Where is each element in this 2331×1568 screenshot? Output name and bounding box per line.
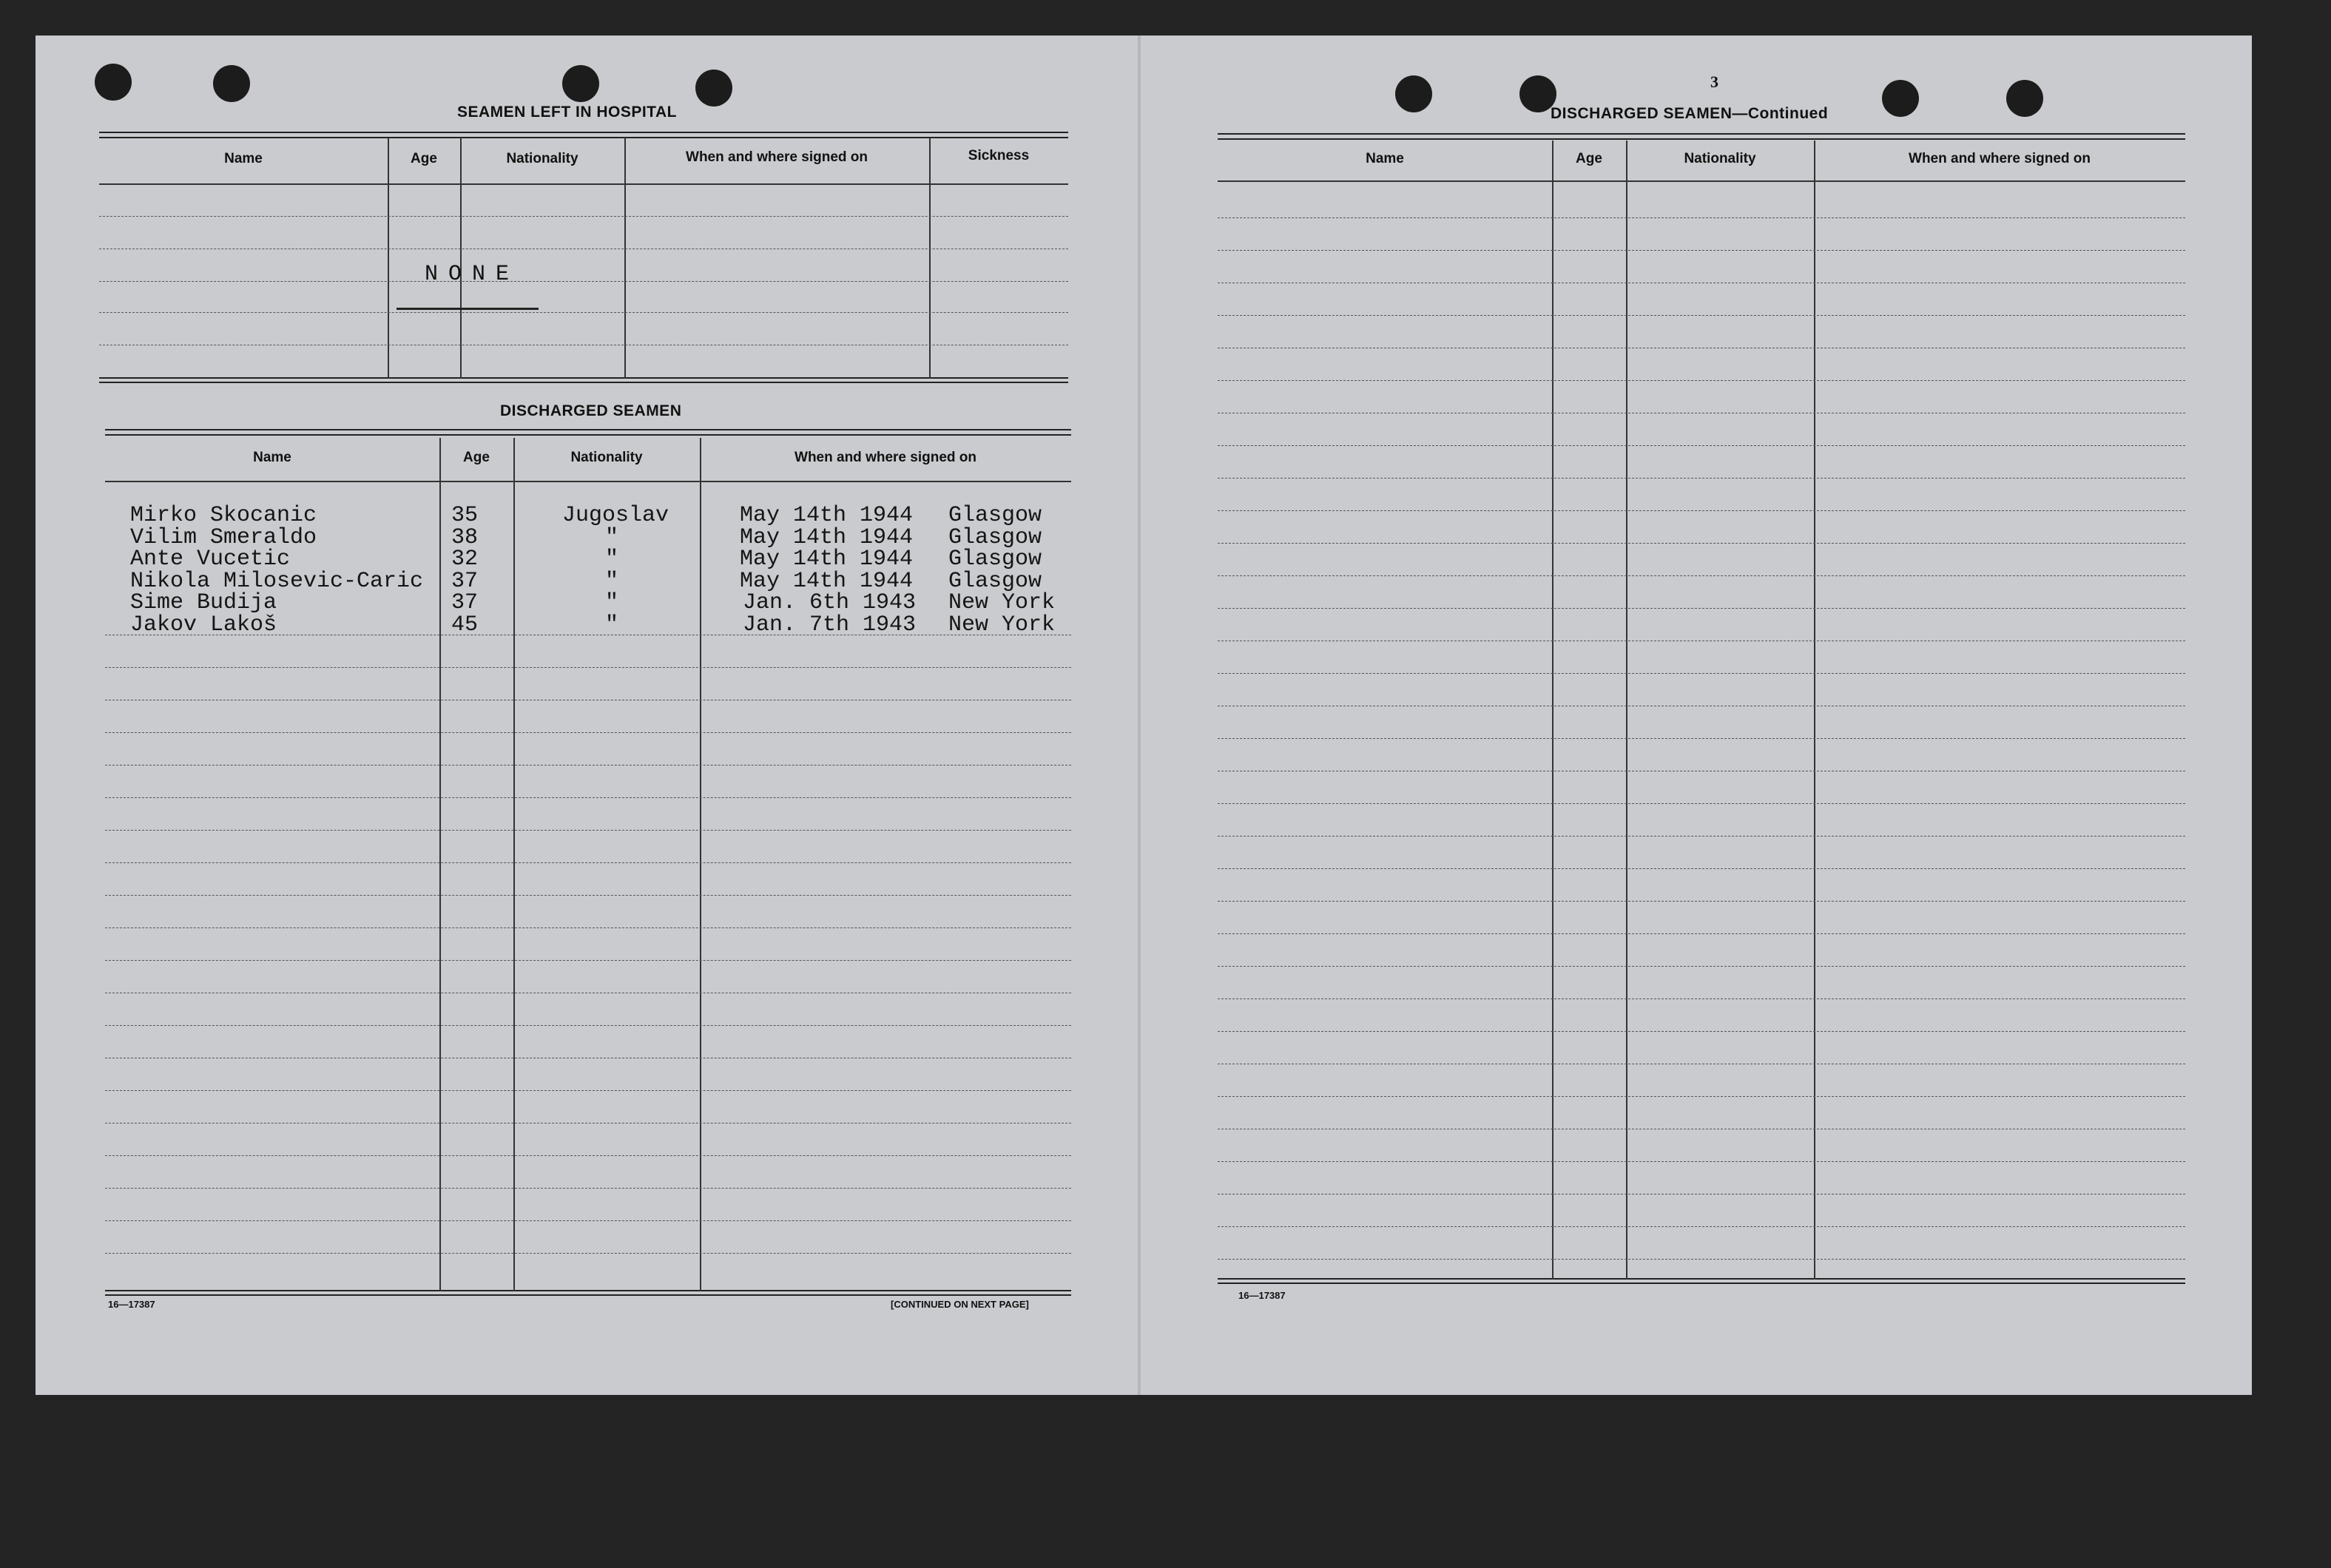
hospital-section-title: SEAMEN LEFT IN HOSPITAL xyxy=(457,104,677,121)
punch-hole xyxy=(2006,80,2043,117)
table-bottom-rule xyxy=(1218,1278,2185,1284)
column-divider xyxy=(929,138,931,379)
column-header-sickness: Sickness xyxy=(968,148,1030,163)
column-header-name: Name xyxy=(253,450,291,465)
column-divider xyxy=(388,138,389,379)
seaman-name: Jakov Lakoš xyxy=(130,612,277,638)
seaman-age: 37 xyxy=(451,568,479,594)
ruled-line xyxy=(105,895,1071,896)
ruled-line xyxy=(105,927,1071,928)
seaman-name: Nikola Milosevic-Caric xyxy=(130,568,424,594)
column-divider xyxy=(460,138,462,379)
column-header-age: Age xyxy=(463,450,490,465)
signed-on-place: New York xyxy=(948,612,1056,638)
seaman-name: Sime Budija xyxy=(130,590,277,615)
table-bottom-rule xyxy=(99,377,1068,383)
signed-on-date: May 14th 1944 xyxy=(740,524,914,550)
seaman-name: Mirko Skocanic xyxy=(130,503,317,528)
punch-hole xyxy=(95,64,132,101)
ruled-line xyxy=(1218,217,2185,218)
signed-on-date: Jan. 6th 1943 xyxy=(743,590,917,615)
ruled-line xyxy=(105,765,1071,766)
column-header-signed-on: When and where signed on xyxy=(686,149,868,165)
ruled-line xyxy=(105,1090,1071,1091)
column-divider xyxy=(513,438,515,1291)
ruled-line xyxy=(1218,250,2185,251)
column-divider xyxy=(1626,141,1627,1280)
seaman-nationality: " xyxy=(605,590,619,615)
signed-on-place: Glasgow xyxy=(948,524,1042,550)
ruled-line xyxy=(99,312,1068,313)
punch-hole xyxy=(1395,75,1432,112)
ruled-line xyxy=(1218,1031,2185,1032)
ruled-line xyxy=(105,1155,1071,1156)
ruled-line xyxy=(1218,933,2185,934)
entry-underline xyxy=(397,308,539,310)
ruled-line xyxy=(1218,738,2185,739)
ruled-line xyxy=(1218,998,2185,999)
punch-hole xyxy=(695,70,732,107)
ruled-line xyxy=(1218,1226,2185,1227)
discharged-continued-table xyxy=(1218,133,2185,1287)
table-header-rule xyxy=(1218,180,2185,182)
table-top-rule xyxy=(1218,133,2185,140)
ruled-line xyxy=(105,1188,1071,1189)
seaman-nationality: " xyxy=(605,547,619,572)
form-number: 16—17387 xyxy=(108,1299,155,1310)
column-header-signed-on: When and where signed on xyxy=(1909,151,2091,166)
seaman-age: 32 xyxy=(451,547,479,572)
seaman-nationality: Jugoslav xyxy=(562,503,669,528)
ruled-line xyxy=(99,216,1068,217)
ruled-line xyxy=(1218,868,2185,869)
column-header-signed-on: When and where signed on xyxy=(795,450,976,465)
ruled-line xyxy=(1218,836,2185,837)
ruled-line xyxy=(1218,803,2185,804)
ruled-line xyxy=(99,281,1068,282)
column-divider xyxy=(439,438,441,1291)
continued-section-title: DISCHARGED SEAMEN—Continued xyxy=(1551,105,1829,122)
column-divider xyxy=(624,138,626,379)
ruled-line xyxy=(105,732,1071,733)
ruled-line xyxy=(1218,315,2185,316)
seaman-age: 37 xyxy=(451,590,479,615)
table-top-rule xyxy=(105,429,1071,436)
column-header-name: Name xyxy=(224,151,263,166)
page-fold xyxy=(1138,36,1141,1395)
page-number: 3 xyxy=(1710,72,1718,91)
form-number: 16—17387 xyxy=(1238,1290,1286,1301)
ruled-line xyxy=(105,1253,1071,1254)
ruled-line xyxy=(1218,445,2185,446)
table-header-rule xyxy=(99,183,1068,185)
signed-on-place: New York xyxy=(948,590,1056,615)
ruled-line xyxy=(105,862,1071,863)
ruled-line xyxy=(1218,673,2185,674)
ruled-line xyxy=(1218,1259,2185,1260)
ruled-line xyxy=(105,830,1071,831)
seaman-nationality: " xyxy=(605,568,619,594)
ruled-line xyxy=(105,960,1071,961)
column-header-age: Age xyxy=(1576,151,1602,166)
ruled-line xyxy=(1218,901,2185,902)
column-divider xyxy=(700,438,701,1291)
table-header-rule xyxy=(105,481,1071,482)
column-header-age: Age xyxy=(411,151,437,166)
signed-on-date: Jan. 7th 1943 xyxy=(743,612,917,638)
ruled-line xyxy=(1218,1096,2185,1097)
signed-on-date: May 14th 1944 xyxy=(740,568,914,594)
ruled-line xyxy=(1218,608,2185,609)
ruled-line xyxy=(1218,575,2185,576)
signed-on-date: May 14th 1944 xyxy=(740,503,914,528)
signed-on-place: Glasgow xyxy=(948,503,1042,528)
ruled-line xyxy=(105,797,1071,798)
ruled-line xyxy=(105,667,1071,668)
column-header-name: Name xyxy=(1366,151,1404,166)
continued-note: [CONTINUED ON NEXT PAGE] xyxy=(891,1299,1029,1310)
seaman-name: Vilim Smeraldo xyxy=(130,524,317,550)
ruled-line xyxy=(105,1220,1071,1221)
punch-hole xyxy=(1882,80,1919,117)
ruled-line xyxy=(1218,478,2185,479)
column-header-nationality: Nationality xyxy=(570,450,643,465)
hospital-table xyxy=(99,132,1068,382)
column-divider xyxy=(1814,141,1815,1280)
ruled-line xyxy=(1218,966,2185,967)
table-top-rule xyxy=(99,132,1068,138)
column-divider xyxy=(1552,141,1554,1280)
ruled-line xyxy=(1218,543,2185,544)
discharged-section-title: DISCHARGED SEAMEN xyxy=(500,402,682,419)
column-header-nationality: Nationality xyxy=(506,151,578,166)
hospital-entry-none: NONE xyxy=(425,262,520,287)
punch-hole xyxy=(562,65,599,102)
seaman-name: Ante Vucetic xyxy=(130,547,291,572)
ruled-line xyxy=(1218,510,2185,511)
signed-on-date: May 14th 1944 xyxy=(740,547,914,572)
signed-on-place: Glasgow xyxy=(948,568,1042,594)
signed-on-place: Glasgow xyxy=(948,547,1042,572)
seaman-age: 45 xyxy=(451,612,479,638)
ruled-line xyxy=(1218,380,2185,381)
seaman-nationality: " xyxy=(605,524,619,550)
punch-hole xyxy=(213,65,250,102)
ruled-line xyxy=(105,1025,1071,1026)
seaman-nationality: " xyxy=(605,612,619,638)
seaman-age: 38 xyxy=(451,524,479,550)
ruled-line xyxy=(1218,1161,2185,1162)
table-bottom-rule xyxy=(105,1290,1071,1296)
column-header-nationality: Nationality xyxy=(1684,151,1756,166)
seaman-age: 35 xyxy=(451,503,479,528)
